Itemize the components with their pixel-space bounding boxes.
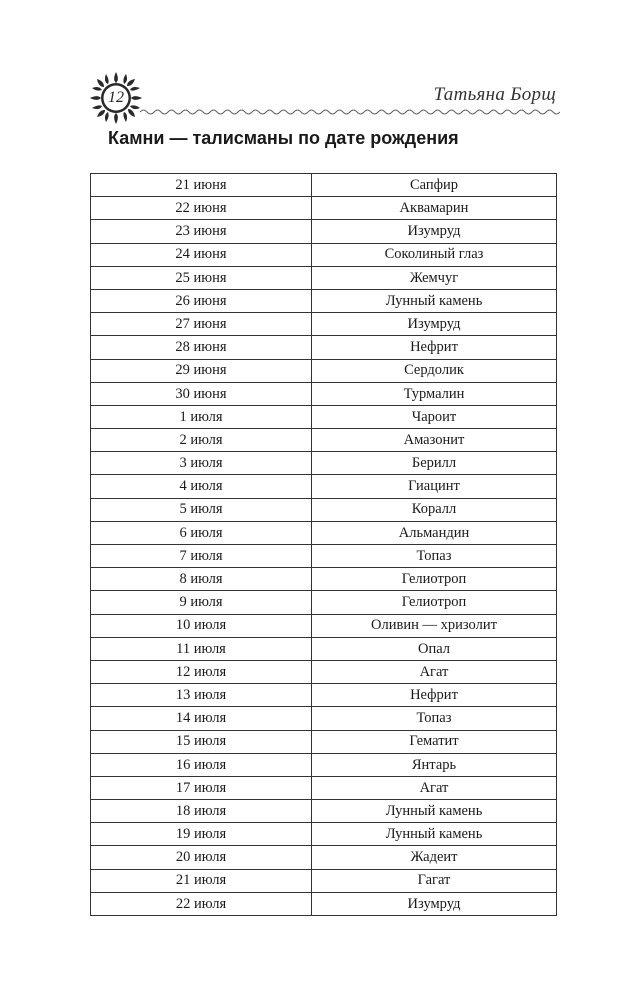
table-row <box>91 174 557 197</box>
stone-cell: Амазонит <box>312 429 557 452</box>
birth-date-cell: 8 июля <box>91 568 312 591</box>
birth-date-cell: 30 июня <box>91 382 312 405</box>
table-row <box>91 684 557 707</box>
birth-date-cell: 13 июля <box>91 684 312 707</box>
stone-cell: Топаз <box>312 707 557 730</box>
table-row <box>91 498 557 521</box>
birth-date-cell: 28 июня <box>91 336 312 359</box>
stone-cell: Сапфир <box>312 174 557 197</box>
birth-date-cell: 5 июля <box>91 498 312 521</box>
stone-cell: Жемчуг <box>312 266 557 289</box>
stone-cell: Соколиный глаз <box>312 243 557 266</box>
table-row <box>91 730 557 753</box>
birth-date-cell: 18 июля <box>91 800 312 823</box>
stone-cell: Сердолик <box>312 359 557 382</box>
stone-cell: Берилл <box>312 452 557 475</box>
birth-date-cell: 21 июля <box>91 869 312 892</box>
birth-date-cell: 23 июня <box>91 220 312 243</box>
table-row <box>91 452 557 475</box>
birth-date-cell: 22 июня <box>91 197 312 220</box>
table-row <box>91 336 557 359</box>
birth-date-cell: 24 июня <box>91 243 312 266</box>
birth-date-cell: 11 июля <box>91 637 312 660</box>
birth-date-cell: 16 июля <box>91 753 312 776</box>
birth-date-cell: 2 июля <box>91 429 312 452</box>
stone-cell: Гагат <box>312 869 557 892</box>
birth-date-cell: 7 июля <box>91 545 312 568</box>
table-row <box>91 429 557 452</box>
stone-cell: Турмалин <box>312 382 557 405</box>
page-title: Камни — талисманы по дате рождения <box>108 128 459 148</box>
stone-cell: Гелиотроп <box>312 568 557 591</box>
stone-cell: Лунный камень <box>312 800 557 823</box>
stone-cell: Гематит <box>312 730 557 753</box>
birth-date-cell: 17 июля <box>91 776 312 799</box>
stone-cell: Аквамарин <box>312 197 557 220</box>
decorative-rule <box>140 108 560 116</box>
stone-cell: Лунный камень <box>312 289 557 312</box>
stone-cell: Опал <box>312 637 557 660</box>
birth-date-cell: 3 июля <box>91 452 312 475</box>
table-row <box>91 313 557 336</box>
birth-date-cell: 14 июля <box>91 707 312 730</box>
talisman-table <box>90 173 557 916</box>
birth-date-cell: 19 июля <box>91 823 312 846</box>
table-row <box>91 521 557 544</box>
table-row <box>91 568 557 591</box>
birth-date-cell: 1 июля <box>91 405 312 428</box>
table-row <box>91 243 557 266</box>
table-row <box>91 405 557 428</box>
table-row <box>91 475 557 498</box>
author-name: Татьяна Борщ <box>433 84 556 105</box>
stone-cell: Альмандин <box>312 521 557 544</box>
table-row <box>91 707 557 730</box>
stone-cell: Агат <box>312 660 557 683</box>
table-row <box>91 266 557 289</box>
table-body <box>91 174 557 916</box>
table-row <box>91 591 557 614</box>
table-row <box>91 869 557 892</box>
stone-cell: Жадеит <box>312 846 557 869</box>
stone-cell: Нефрит <box>312 336 557 359</box>
stone-cell: Янтарь <box>312 753 557 776</box>
stone-cell: Агат <box>312 776 557 799</box>
birth-date-cell: 21 июня <box>91 174 312 197</box>
table-row <box>91 289 557 312</box>
stone-cell: Гелиотроп <box>312 591 557 614</box>
table-row <box>91 823 557 846</box>
birth-date-cell: 6 июля <box>91 521 312 544</box>
table-row <box>91 545 557 568</box>
table-row <box>91 753 557 776</box>
stone-cell: Лунный камень <box>312 823 557 846</box>
table-row <box>91 382 557 405</box>
stone-cell: Гиацинт <box>312 475 557 498</box>
birth-date-cell: 27 июня <box>91 313 312 336</box>
stone-cell: Изумруд <box>312 892 557 915</box>
stone-cell: Оливин — хризолит <box>312 614 557 637</box>
birth-date-cell: 25 июня <box>91 266 312 289</box>
table-row <box>91 637 557 660</box>
table-row <box>91 359 557 382</box>
running-header <box>88 70 560 128</box>
table-row <box>91 800 557 823</box>
birth-date-cell: 29 июня <box>91 359 312 382</box>
stone-cell: Топаз <box>312 545 557 568</box>
page-number: 12 <box>108 89 124 106</box>
stone-cell: Чароит <box>312 405 557 428</box>
birth-date-cell: 26 июня <box>91 289 312 312</box>
birth-date-cell: 9 июля <box>91 591 312 614</box>
birth-date-cell: 4 июля <box>91 475 312 498</box>
table-row <box>91 197 557 220</box>
birth-date-cell: 20 июля <box>91 846 312 869</box>
table-row <box>91 614 557 637</box>
stone-cell: Изумруд <box>312 220 557 243</box>
table-row <box>91 776 557 799</box>
table-row <box>91 660 557 683</box>
stone-cell: Коралл <box>312 498 557 521</box>
birth-date-cell: 15 июля <box>91 730 312 753</box>
table-row <box>91 892 557 915</box>
stone-cell: Изумруд <box>312 313 557 336</box>
birth-date-cell: 12 июля <box>91 660 312 683</box>
birth-date-cell: 22 июля <box>91 892 312 915</box>
table-row <box>91 220 557 243</box>
birth-date-cell: 10 июля <box>91 614 312 637</box>
stone-cell: Нефрит <box>312 684 557 707</box>
table-row <box>91 846 557 869</box>
